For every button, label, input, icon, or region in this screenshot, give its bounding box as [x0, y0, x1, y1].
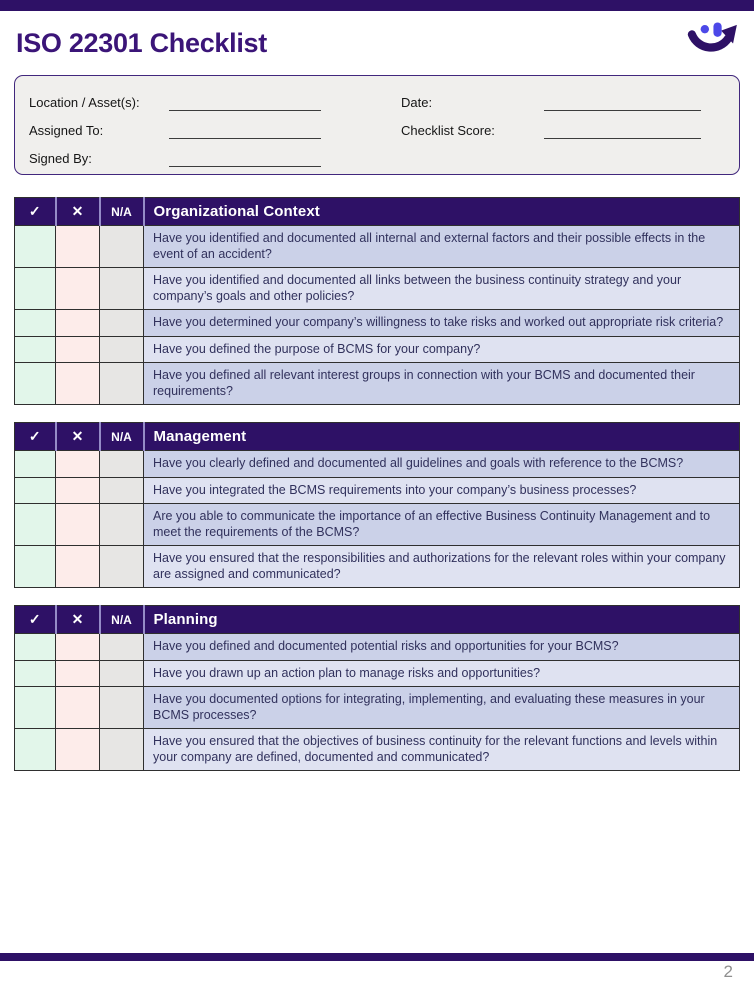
lumiform-logo: [685, 22, 739, 66]
table-header-row: [15, 423, 740, 451]
signed-by-label: Signed By:: [29, 151, 92, 166]
document-header: [0, 11, 754, 75]
na-cell[interactable]: [100, 363, 144, 405]
na-cell[interactable]: [100, 268, 144, 310]
form-right-column: [401, 83, 725, 167]
section-title: Management: [144, 423, 740, 451]
check-column-header: ✓: [15, 606, 56, 634]
smile-arc-icon: [692, 34, 728, 47]
logo-pill-icon: [713, 22, 721, 36]
logo-dot-icon: [701, 25, 709, 33]
checklist-row: [15, 310, 740, 337]
date-label: Date:: [401, 95, 433, 110]
cross-cell[interactable]: [56, 336, 100, 363]
check-cell[interactable]: [15, 363, 56, 405]
form-row: [401, 111, 725, 139]
checklist-tables: [14, 197, 740, 771]
checklist-row: [15, 336, 740, 363]
na-column-header: N/A: [100, 606, 144, 634]
question-text: Are you able to communicate the importance of an effective Business Continuity Management and to meet the requirements of the BCMS?: [144, 504, 740, 546]
check-cell[interactable]: [15, 687, 56, 729]
check-cell[interactable]: [15, 504, 56, 546]
question-text: Have you drawn up an action plan to manage risks and opportunities?: [144, 660, 740, 687]
question-text: Have you integrated the BCMS requirements into your company’s business processes?: [144, 477, 740, 504]
check-cell[interactable]: [15, 310, 56, 337]
form-row: [401, 83, 725, 111]
na-cell[interactable]: [100, 729, 144, 771]
check-cell[interactable]: [15, 634, 56, 661]
na-cell[interactable]: [100, 226, 144, 268]
checklist-row: [15, 729, 740, 771]
question-text: Have you defined the purpose of BCMS for your company?: [144, 336, 740, 363]
cross-column-header: ✕: [56, 198, 100, 226]
page-number: 2: [723, 962, 733, 981]
checklist-row: [15, 477, 740, 504]
checklist-row: [15, 226, 740, 268]
table-header-row: [15, 606, 740, 634]
question-text: Have you identified and documented all internal and external factors and their possible effects in the event of an accident?: [144, 226, 740, 268]
assigned-to-label: Assigned To:: [29, 123, 104, 138]
section-title: Planning: [144, 606, 740, 634]
check-cell[interactable]: [15, 477, 56, 504]
question-text: Have you defined all relevant interest groups in connection with your BCMS and documented their requirements?: [144, 363, 740, 405]
checklist-row: [15, 451, 740, 478]
checklist-row: [15, 504, 740, 546]
check-cell[interactable]: [15, 660, 56, 687]
question-text: Have you determined your company’s willingness to take risks and worked out appropriate risk criteria?: [144, 310, 740, 337]
checklist-table: [14, 422, 740, 588]
na-cell[interactable]: [100, 634, 144, 661]
checklist-row: [15, 634, 740, 661]
top-accent-bar: [0, 0, 754, 11]
question-text: Have you defined and documented potential risks and opportunities for your BCMS?: [144, 634, 740, 661]
cross-cell[interactable]: [56, 451, 100, 478]
check-cell[interactable]: [15, 336, 56, 363]
cross-cell[interactable]: [56, 634, 100, 661]
cross-column-header: ✕: [56, 423, 100, 451]
section-title: Organizational Context: [144, 198, 740, 226]
form-row: [29, 139, 401, 167]
checklist-row: [15, 546, 740, 588]
checklist-row: [15, 268, 740, 310]
form-row: [29, 111, 401, 139]
na-cell[interactable]: [100, 687, 144, 729]
check-cell[interactable]: [15, 226, 56, 268]
cross-cell[interactable]: [56, 477, 100, 504]
na-cell[interactable]: [100, 310, 144, 337]
cross-cell[interactable]: [56, 310, 100, 337]
check-cell[interactable]: [15, 729, 56, 771]
question-text: Have you documented options for integrating, implementing, and evaluating these measures in your BCMS processes?: [144, 687, 740, 729]
checklist-row: [15, 687, 740, 729]
check-column-header: ✓: [15, 198, 56, 226]
page-title: ISO 22301 Checklist: [16, 27, 267, 58]
cross-cell[interactable]: [56, 546, 100, 588]
assigned-to-field[interactable]: [169, 122, 321, 139]
cross-cell[interactable]: [56, 363, 100, 405]
check-column-header: ✓: [15, 423, 56, 451]
checklist-row: [15, 660, 740, 687]
cross-cell[interactable]: [56, 504, 100, 546]
na-cell[interactable]: [100, 504, 144, 546]
na-cell[interactable]: [100, 451, 144, 478]
info-form: [14, 75, 740, 175]
na-cell[interactable]: [100, 336, 144, 363]
checklist-row: [15, 363, 740, 405]
bottom-accent-bar: [0, 953, 754, 961]
question-text: Have you clearly defined and documented all guidelines and goals with reference to the BCMS?: [144, 451, 740, 478]
check-cell[interactable]: [15, 268, 56, 310]
na-column-header: N/A: [100, 423, 144, 451]
checklist-score-label: Checklist Score:: [401, 123, 495, 138]
checklist-score-field[interactable]: [544, 122, 701, 139]
na-column-header: N/A: [100, 198, 144, 226]
cross-column-header: ✕: [56, 606, 100, 634]
check-cell[interactable]: [15, 451, 56, 478]
na-cell[interactable]: [100, 546, 144, 588]
location-asset-field[interactable]: [169, 94, 321, 111]
cross-cell[interactable]: [56, 226, 100, 268]
form-left-column: [29, 83, 401, 167]
cross-cell[interactable]: [56, 660, 100, 687]
cross-cell[interactable]: [56, 687, 100, 729]
location-asset-label: Location / Asset(s):: [29, 95, 140, 110]
question-text: Have you identified and documented all links between the business continuity strategy and your company’s goals and other policies?: [144, 268, 740, 310]
question-text: Have you ensured that the objectives of business continuity for the relevant functions and levels within your company are defined, documented and communicated?: [144, 729, 740, 771]
date-field[interactable]: [544, 94, 701, 111]
na-cell[interactable]: [100, 660, 144, 687]
checklist-table: [14, 605, 740, 771]
na-cell[interactable]: [100, 477, 144, 504]
question-text: Have you ensured that the responsibilities and authorizations for the relevant roles within your company are assigned and communicated?: [144, 546, 740, 588]
cross-cell[interactable]: [56, 729, 100, 771]
form-row: [29, 83, 401, 111]
check-cell[interactable]: [15, 546, 56, 588]
checklist-table: [14, 197, 740, 405]
table-header-row: [15, 198, 740, 226]
cross-cell[interactable]: [56, 268, 100, 310]
signed-by-field[interactable]: [169, 150, 321, 167]
